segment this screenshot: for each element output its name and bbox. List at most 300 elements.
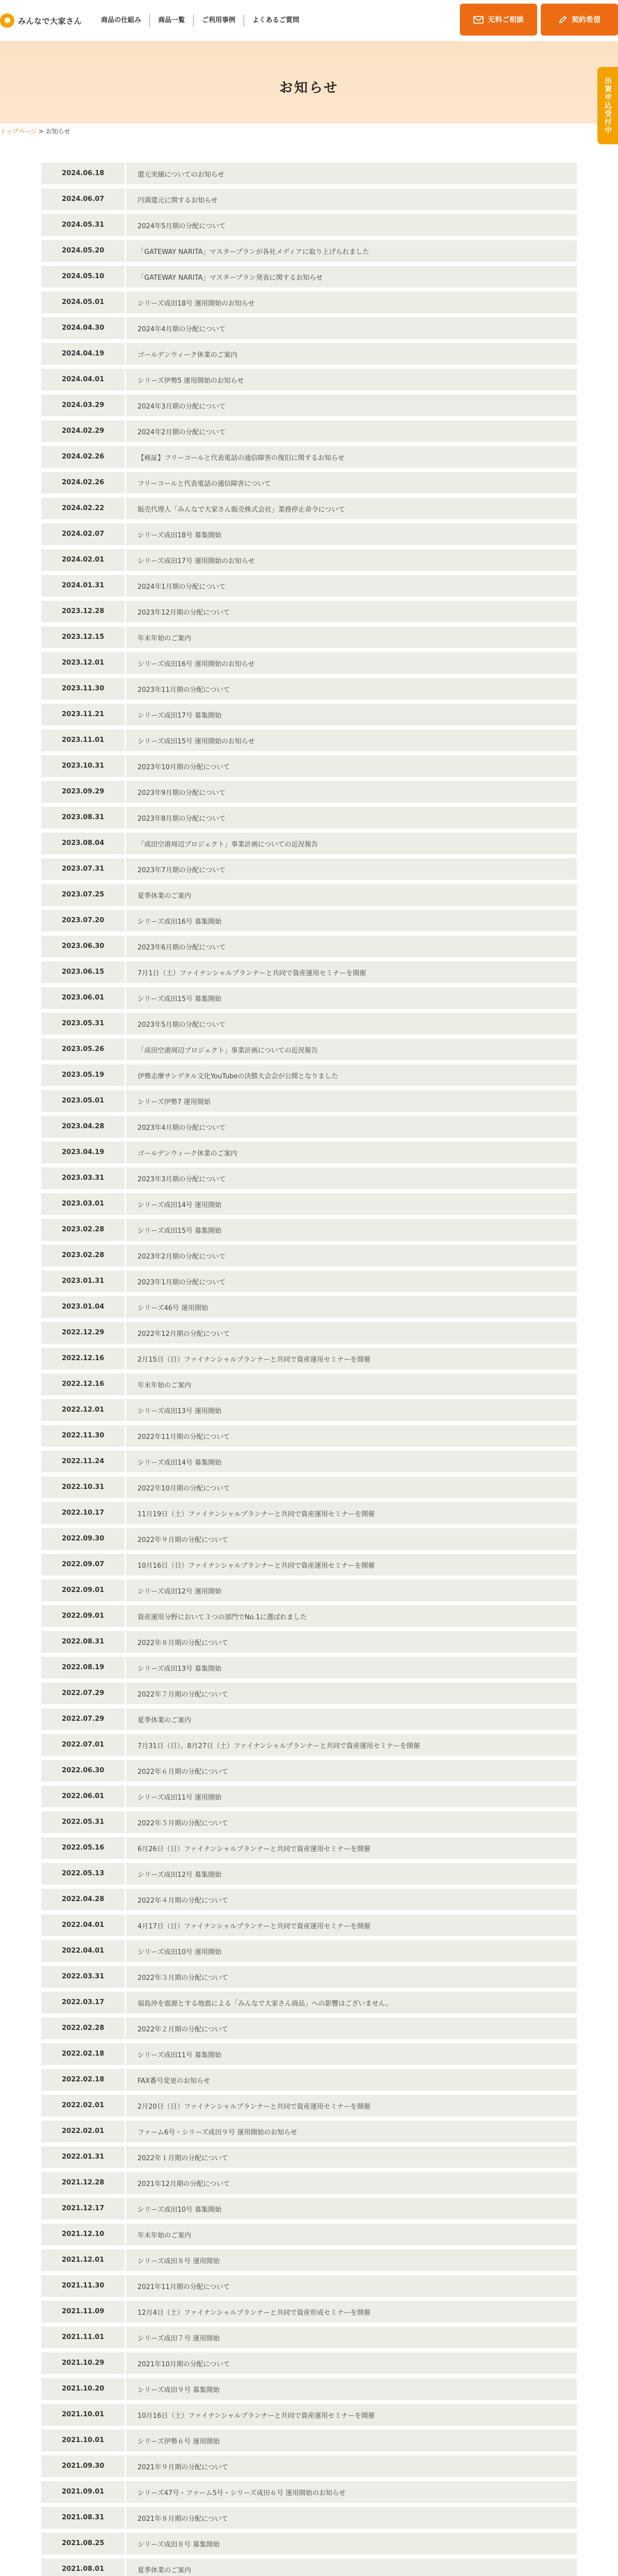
news-title-link[interactable]: シリーズ伊勢7 運用開始 xyxy=(138,1098,211,1106)
news-date: 2021.11.30 xyxy=(41,2275,126,2297)
news-title-link[interactable]: 2021年12月期の分配について xyxy=(138,2180,230,2188)
news-row[interactable] xyxy=(41,1580,577,1601)
news-date: 2021.09.01 xyxy=(41,2481,126,2503)
news-row[interactable] xyxy=(41,652,577,674)
news-title-link[interactable]: FAX番号変更のお知らせ xyxy=(138,2077,210,2085)
news-row[interactable] xyxy=(41,549,577,571)
news-date: 2023.11.01 xyxy=(41,730,126,751)
news-row[interactable] xyxy=(41,601,577,622)
global-nav xyxy=(93,14,307,27)
news-title-link[interactable]: 2024年2月期の分配について xyxy=(138,428,226,436)
news-title-link[interactable]: 「GATEWAY NARITA」マスタープラン発表に関するお知らせ xyxy=(138,274,323,282)
news-row[interactable] xyxy=(41,1425,577,1447)
page-hero xyxy=(0,41,618,124)
news-row[interactable] xyxy=(41,987,577,1009)
news-title-link[interactable]: シリーズ成田17号 募集開始 xyxy=(138,711,222,720)
news-title-link[interactable]: 伊勢志摩サンデタル文化YouTubeの決勝大会会が公開となりました xyxy=(138,1072,338,1080)
news-title-link[interactable]: 2023年1月期の分配について xyxy=(138,1278,226,1286)
news-title-link[interactable]: 夏季休業のご案内 xyxy=(138,892,192,900)
news-title-link[interactable]: シリーズ成田18号 募集開始 xyxy=(138,531,222,539)
news-row[interactable] xyxy=(41,2533,577,2554)
news-row[interactable] xyxy=(41,1502,577,1524)
news-row[interactable] xyxy=(41,1296,577,1318)
news-row[interactable] xyxy=(41,2095,577,2116)
reserve-button-label: 契約希望 xyxy=(572,16,600,24)
news-title-link[interactable]: 販売代理人「みんなで大家さん販売株式会社」業務停止命令について xyxy=(138,505,345,514)
news-row[interactable] xyxy=(41,1657,577,1679)
news-date: 2021.10.20 xyxy=(41,2378,126,2400)
news-row[interactable] xyxy=(41,1708,577,1730)
news-title-link[interactable]: 2022年７月期の分配について xyxy=(138,1690,228,1699)
news-title-link[interactable]: 「成田空港周辺プロジェクト」事業計画についての近況報告 xyxy=(138,1046,318,1055)
news-row[interactable] xyxy=(41,961,577,983)
news-title-link[interactable]: 12月4日（土）ファイナンシャルプランナーと共同で資産形成セミナーを開催 xyxy=(138,2309,371,2317)
news-row[interactable] xyxy=(41,2146,577,2168)
news-row[interactable] xyxy=(41,2018,577,2039)
news-date: 2023.03.01 xyxy=(41,1193,126,1215)
news-title-link[interactable]: シリーズ成田17号 運用開始のお知らせ xyxy=(138,557,255,565)
news-title-link[interactable]: 夏季休業のご案内 xyxy=(138,1716,192,1724)
news-date: 2022.02.01 xyxy=(41,2121,126,2142)
news-title-link[interactable]: 2022年11月期の分配について xyxy=(138,1433,230,1441)
news-date: 2024.03.29 xyxy=(41,395,126,416)
news-date: 2022.09.07 xyxy=(41,1554,126,1575)
news-row[interactable] xyxy=(41,446,577,468)
news-date: 2022.07.01 xyxy=(41,1734,126,1756)
news-date: 2022.10.31 xyxy=(41,1477,126,1498)
news-title-link[interactable]: 6月26日（日）ファイナンシャルプランナーと共同で資産運用セミナーを開催 xyxy=(138,1845,371,1853)
news-title-link[interactable]: ゴールデンウィーク休業のご案内 xyxy=(138,351,237,359)
news-title-link[interactable]: シリーズ47号・ファーム5号・シリーズ成田６号 運用開始のお知らせ xyxy=(138,2489,346,2497)
news-date: 2024.04.30 xyxy=(41,317,126,339)
news-title-link[interactable]: 夏季休業のご案内 xyxy=(138,2566,192,2574)
news-date: 2023.02.28 xyxy=(41,1245,126,1266)
news-row[interactable] xyxy=(41,1863,577,1885)
news-row[interactable] xyxy=(41,523,577,545)
news-title-link[interactable]: 2024年1月期の分配について xyxy=(138,583,226,591)
news-row[interactable] xyxy=(41,678,577,700)
news-row[interactable] xyxy=(41,1374,577,1395)
news-row[interactable] xyxy=(41,189,577,210)
news-row[interactable] xyxy=(41,1811,577,1833)
news-date: 2021.11.09 xyxy=(41,2301,126,2323)
news-date: 2022.05.13 xyxy=(41,1863,126,1885)
news-date: 2022.12.29 xyxy=(41,1322,126,1344)
news-title-link[interactable]: 資産運用分野において３つの部門でNo.1に選ばれました xyxy=(138,1613,307,1621)
news-row[interactable] xyxy=(41,163,577,184)
news-date: 2023.06.30 xyxy=(41,936,126,957)
news-title-link[interactable]: 10月16日（日）ファイナンシャルプランナーと共同で資産運用セミナーを開催 xyxy=(138,1562,375,1570)
news-row[interactable] xyxy=(41,1786,577,1807)
news-date: 2022.12.16 xyxy=(41,1348,126,1369)
logo-text: みんなで大家さん xyxy=(18,16,82,26)
news-row[interactable] xyxy=(41,1142,577,1163)
news-row[interactable] xyxy=(41,1554,577,1575)
news-row[interactable] xyxy=(41,781,577,803)
news-title-link[interactable]: 2024年5月期の分配について xyxy=(138,222,226,230)
news-row[interactable] xyxy=(41,833,577,854)
news-title-link[interactable]: シリーズ伊勢６号 運用開始 xyxy=(138,2437,220,2446)
news-date: 2021.12.28 xyxy=(41,2172,126,2194)
news-row[interactable] xyxy=(41,1322,577,1344)
news-row[interactable] xyxy=(41,1966,577,1988)
news-title-link[interactable]: 2022年２月期の分配について xyxy=(138,2025,228,2033)
news-title-link[interactable]: シリーズ成田13号 運用開始 xyxy=(138,1407,222,1415)
news-date: 2024.02.01 xyxy=(41,549,126,571)
news-row[interactable] xyxy=(41,1064,577,1086)
news-row[interactable] xyxy=(41,1605,577,1627)
news-row[interactable] xyxy=(41,1013,577,1035)
news-row[interactable] xyxy=(41,1167,577,1189)
mail-icon xyxy=(473,16,484,24)
news-date: 2024.02.29 xyxy=(41,420,126,442)
news-row[interactable] xyxy=(41,730,577,751)
news-title-link[interactable]: 「GATEWAY NARITA」マスタープランが各社メディアに取り上げられました xyxy=(138,248,369,256)
news-date: 2021.12.10 xyxy=(41,2224,126,2245)
news-date: 2023.07.20 xyxy=(41,910,126,931)
news-row[interactable] xyxy=(41,343,577,365)
news-date: 2022.11.30 xyxy=(41,1425,126,1447)
news-title-link[interactable]: 7月31日（日）、8月27日（土）ファイナンシャルプランナーと共同で資産運用セミナーを開催 xyxy=(138,1742,420,1750)
news-title-link[interactable]: 2023年4月期の分配について xyxy=(138,1124,226,1132)
news-title-link[interactable]: 11月19日（土）ファイナンシャルプランナーと共同で資産運用セミナーを開催 xyxy=(138,1510,375,1518)
news-date: 2023.01.04 xyxy=(41,1296,126,1318)
nav-item-cases[interactable]: ご利用事例 xyxy=(194,14,244,27)
news-title-link[interactable]: 2023年2月期の分配について xyxy=(138,1252,226,1261)
news-title-link[interactable]: 2021年11月期の分配について xyxy=(138,2283,230,2291)
news-title-link[interactable]: 2023年12月期の分配について xyxy=(138,608,230,617)
news-date: 2023.08.31 xyxy=(41,807,126,828)
news-title-link[interactable]: 2022年９月期の分配について xyxy=(138,1536,228,1544)
news-row[interactable] xyxy=(41,2378,577,2400)
news-row[interactable] xyxy=(41,1451,577,1472)
news-date: 2022.12.01 xyxy=(41,1399,126,1421)
news-title-link[interactable]: ゴールデンウィーク休業のご案内 xyxy=(138,1149,237,1158)
news-date: 2024.06.07 xyxy=(41,189,126,210)
news-date: 2023.07.31 xyxy=(41,858,126,880)
news-date: 2022.04.01 xyxy=(41,1940,126,1962)
page-title: お知らせ xyxy=(279,80,339,96)
site-header xyxy=(0,0,618,41)
news-date: 2021.08.31 xyxy=(41,2507,126,2529)
news-date: 2022.07.29 xyxy=(41,1708,126,1730)
news-title-link[interactable]: 2024年3月期の分配について xyxy=(138,402,226,411)
news-title-link[interactable]: シリーズ成田12号 募集開始 xyxy=(138,1871,222,1879)
news-date: 2024.05.31 xyxy=(41,214,126,236)
news-date: 2021.10.01 xyxy=(41,2430,126,2451)
news-title-link[interactable]: 2022年１月期の分配について xyxy=(138,2154,228,2162)
news-title-link[interactable]: シリーズ成田16号 運用開始のお知らせ xyxy=(138,660,255,668)
news-date: 2023.06.15 xyxy=(41,961,126,983)
news-row[interactable] xyxy=(41,1477,577,1498)
news-row[interactable] xyxy=(41,1889,577,1910)
news-title-link[interactable]: シリーズ成田７号 運用開始 xyxy=(138,2334,220,2343)
news-row[interactable] xyxy=(41,2198,577,2219)
news-row[interactable] xyxy=(41,420,577,442)
news-date: 2023.05.01 xyxy=(41,1090,126,1112)
news-title-link[interactable]: シリーズ成田９号 募集開始 xyxy=(138,2386,220,2394)
news-title-link[interactable]: 2023年5月期の分配について xyxy=(138,1021,226,1029)
news-row[interactable] xyxy=(41,1914,577,1936)
news-date: 2024.04.01 xyxy=(41,369,126,391)
side-application-tab[interactable]: 出資申込受付中 xyxy=(597,67,618,144)
news-row[interactable] xyxy=(41,2249,577,2271)
news-title-link[interactable]: 2月15日（日）ファイナンシャルプランナーと共同で資産運用セミナーを開催 xyxy=(138,1355,371,1364)
news-title-link[interactable]: 還元実績についてのお知らせ xyxy=(138,171,225,179)
news-title-link[interactable]: 年末年始のご案内 xyxy=(138,1381,192,1389)
news-title-link[interactable]: 2023年11月期の分配について xyxy=(138,686,230,694)
news-date: 2023.12.15 xyxy=(41,626,126,648)
news-date: 2022.02.28 xyxy=(41,2018,126,2039)
news-title-link[interactable]: 年末年始のご案内 xyxy=(138,634,192,642)
news-title-link[interactable]: 2023年6月期の分配について xyxy=(138,943,226,952)
news-date: 2023.04.19 xyxy=(41,1142,126,1163)
news-date: 2022.12.16 xyxy=(41,1374,126,1395)
news-row[interactable] xyxy=(41,1193,577,1215)
news-title-link[interactable]: 2月20日（日）ファイナンシャルプランナーと共同で資産運用セミナーを開催 xyxy=(138,2103,371,2111)
news-date: 2021.10.01 xyxy=(41,2404,126,2426)
news-row[interactable] xyxy=(41,2404,577,2426)
news-date: 2022.09.30 xyxy=(41,1528,126,1550)
news-title-link[interactable]: シリーズ成田11号 運用開始 xyxy=(138,1793,222,1802)
news-row[interactable] xyxy=(41,1399,577,1421)
news-date: 2022.01.31 xyxy=(41,2146,126,2168)
news-row[interactable] xyxy=(41,1528,577,1550)
news-date: 2023.09.29 xyxy=(41,781,126,803)
news-date: 2022.09.01 xyxy=(41,1605,126,1627)
news-row[interactable] xyxy=(41,292,577,313)
news-date: 2022.06.30 xyxy=(41,1760,126,1782)
breadcrumb-home-link[interactable]: トップページ xyxy=(0,128,37,135)
news-date: 2021.08.01 xyxy=(41,2558,126,2576)
news-title-link[interactable]: 2021年９月期の分配について xyxy=(138,2463,228,2471)
news-row[interactable] xyxy=(41,2275,577,2297)
news-date: 2022.03.31 xyxy=(41,1966,126,1988)
news-row[interactable] xyxy=(41,1992,577,2013)
news-date: 2023.07.25 xyxy=(41,884,126,906)
news-row[interactable] xyxy=(41,2121,577,2142)
news-row[interactable] xyxy=(41,2507,577,2529)
news-date: 2024.02.26 xyxy=(41,472,126,494)
news-row[interactable] xyxy=(41,1940,577,1962)
news-row[interactable] xyxy=(41,2224,577,2245)
news-date: 2022.03.17 xyxy=(41,1992,126,2013)
news-title-link[interactable]: シリーズ成田15号 募集開始 xyxy=(138,995,222,1003)
news-date: 2024.05.20 xyxy=(41,240,126,262)
site-logo[interactable] xyxy=(0,13,82,28)
news-row[interactable] xyxy=(41,1683,577,1704)
news-row[interactable] xyxy=(41,498,577,519)
news-row[interactable] xyxy=(41,395,577,416)
news-title-link[interactable]: シリーズ成田13号 募集開始 xyxy=(138,1665,222,1673)
news-row[interactable] xyxy=(41,755,577,777)
news-date: 2021.12.01 xyxy=(41,2249,126,2271)
news-title-link[interactable]: 【検証】フリーコールと代表電話の通信障害の復旧に関するお知らせ xyxy=(138,454,345,462)
news-date: 2022.06.01 xyxy=(41,1786,126,1807)
news-row[interactable] xyxy=(41,1245,577,1266)
breadcrumb xyxy=(0,127,70,135)
news-row[interactable] xyxy=(41,2481,577,2503)
news-row[interactable] xyxy=(41,317,577,339)
pencil-icon xyxy=(558,15,568,24)
logo-mark-icon xyxy=(0,13,14,28)
news-row[interactable] xyxy=(41,2043,577,2065)
news-list xyxy=(41,163,577,2576)
news-row[interactable] xyxy=(41,2301,577,2323)
news-title-link[interactable]: 10月16日（土）ファイナンシャルプランナーと共同で資産運用セミナーを開催 xyxy=(138,2412,375,2420)
news-date: 2022.02.01 xyxy=(41,2095,126,2116)
news-title-link[interactable]: シリーズ成田10号 募集開始 xyxy=(138,2206,222,2214)
news-date: 2024.05.10 xyxy=(41,266,126,287)
news-row[interactable] xyxy=(41,2430,577,2451)
news-title-link[interactable]: 「成田空港周辺プロジェクト」事業計画についての近況報告 xyxy=(138,840,318,849)
news-title-link[interactable]: 2022年５月期の分配について xyxy=(138,1819,228,1827)
news-row[interactable] xyxy=(41,369,577,391)
news-row[interactable] xyxy=(41,2069,577,2091)
news-row[interactable] xyxy=(41,2352,577,2374)
news-row[interactable] xyxy=(41,240,577,262)
news-date: 2023.02.28 xyxy=(41,1219,126,1241)
news-title-link[interactable]: シリーズ伊勢5 運用開始のお知らせ xyxy=(138,377,244,385)
news-row[interactable] xyxy=(41,1760,577,1782)
consult-button[interactable] xyxy=(460,4,537,36)
news-date: 2022.08.31 xyxy=(41,1631,126,1653)
news-row[interactable] xyxy=(41,1039,577,1060)
news-row[interactable] xyxy=(41,704,577,725)
news-row[interactable] xyxy=(41,1348,577,1369)
news-row[interactable] xyxy=(41,936,577,957)
news-title-link[interactable]: シリーズ成田15号 募集開始 xyxy=(138,1227,222,1235)
news-date: 2022.08.19 xyxy=(41,1657,126,1679)
news-date: 2024.02.26 xyxy=(41,446,126,468)
news-date: 2023.11.30 xyxy=(41,678,126,700)
news-title-link[interactable]: シリーズ成田16号 募集開始 xyxy=(138,918,222,926)
news-title-link[interactable]: 2023年10月期の分配について xyxy=(138,763,230,771)
breadcrumb-separator: > xyxy=(36,128,46,135)
news-date: 2022.04.28 xyxy=(41,1889,126,1910)
news-date: 2021.10.29 xyxy=(41,2352,126,2374)
news-title-link[interactable]: 2022年４月期の分配について xyxy=(138,1896,228,1905)
news-row[interactable] xyxy=(41,2172,577,2194)
news-title-link[interactable]: 2022年10月期の分配について xyxy=(138,1484,230,1493)
news-title-link[interactable]: 2021年10月期の分配について xyxy=(138,2360,230,2368)
news-date: 2021.11.01 xyxy=(41,2327,126,2348)
news-date: 2022.10.17 xyxy=(41,1502,126,1524)
news-row[interactable] xyxy=(41,214,577,236)
news-date: 2021.09.30 xyxy=(41,2455,126,2477)
reserve-button[interactable] xyxy=(541,4,618,36)
news-row[interactable] xyxy=(41,1116,577,1138)
news-date: 2022.05.16 xyxy=(41,1837,126,1859)
news-title-link[interactable]: 2022年８月期の分配について xyxy=(138,1639,228,1647)
news-date: 2022.07.29 xyxy=(41,1683,126,1704)
news-date: 2023.05.19 xyxy=(41,1064,126,1086)
news-date: 2023.04.28 xyxy=(41,1116,126,1138)
news-row[interactable] xyxy=(41,1734,577,1756)
news-title-link[interactable]: 2023年3月期の分配について xyxy=(138,1175,226,1183)
news-title-link[interactable]: ファーム6号・シリーズ成田９号 運用開始のお知らせ xyxy=(138,2128,298,2137)
news-title-link[interactable]: シリーズ成田14号 運用開始 xyxy=(138,1201,222,1209)
news-date: 2021.08.25 xyxy=(41,2533,126,2554)
news-date: 2023.11.21 xyxy=(41,704,126,725)
news-date: 2023.12.01 xyxy=(41,652,126,674)
news-date: 2022.11.24 xyxy=(41,1451,126,1472)
news-date: 2024.02.07 xyxy=(41,523,126,545)
news-title-link[interactable]: シリーズ成田11号 募集開始 xyxy=(138,2051,222,2059)
news-row[interactable] xyxy=(41,807,577,828)
news-title-link[interactable]: 2023年9月期の分配について xyxy=(138,789,226,797)
news-row[interactable] xyxy=(41,2558,577,2576)
breadcrumb-current: お知らせ xyxy=(45,128,71,135)
news-date: 2023.03.31 xyxy=(41,1167,126,1189)
news-row[interactable] xyxy=(41,2327,577,2348)
news-date: 2023.06.01 xyxy=(41,987,126,1009)
news-row[interactable] xyxy=(41,575,577,597)
news-date: 2023.01.31 xyxy=(41,1270,126,1292)
news-title-link[interactable]: シリーズ成田18号 運用開始のお知らせ xyxy=(138,299,255,308)
news-date: 2022.02.18 xyxy=(41,2043,126,2065)
news-title-link[interactable]: シリーズ成田14号 募集開始 xyxy=(138,1459,222,1467)
news-title-link[interactable]: シリーズ成田８号 募集開始 xyxy=(138,2540,220,2549)
news-date: 2024.06.18 xyxy=(41,163,126,184)
news-row[interactable] xyxy=(41,266,577,287)
news-row[interactable] xyxy=(41,472,577,494)
news-date: 2022.09.01 xyxy=(41,1580,126,1601)
news-row[interactable] xyxy=(41,858,577,880)
news-title-link[interactable]: 年末年始のご案内 xyxy=(138,2231,192,2240)
news-row[interactable] xyxy=(41,626,577,648)
news-row[interactable] xyxy=(41,1090,577,1112)
news-title-link[interactable]: 7月1日（土）ファイナンシャルプランナーと共同で資産運用セミナーを開催 xyxy=(138,969,367,977)
news-date: 2023.05.26 xyxy=(41,1039,126,1060)
news-row[interactable] xyxy=(41,1270,577,1292)
news-title-link[interactable]: 2022年３月期の分配について xyxy=(138,1974,228,1982)
news-row[interactable] xyxy=(41,1219,577,1241)
news-date: 2023.05.31 xyxy=(41,1013,126,1035)
news-date: 2022.04.01 xyxy=(41,1914,126,1936)
news-title-link[interactable]: シリーズ46号 運用開始 xyxy=(138,1304,209,1312)
nav-item-faq[interactable]: よくあるご質問 xyxy=(252,16,300,24)
news-row[interactable] xyxy=(41,910,577,931)
news-title-link[interactable]: 2022年12月期の分配について xyxy=(138,1330,230,1338)
news-date: 2023.08.04 xyxy=(41,833,126,854)
news-title-link[interactable]: シリーズ成田８号 運用開始 xyxy=(138,2257,220,2265)
news-title-link[interactable]: シリーズ成田15号 運用開始のお知らせ xyxy=(138,737,255,745)
news-title-link[interactable]: 円満還元に関するお知らせ xyxy=(138,196,218,205)
news-title-link[interactable]: 2021年８月期の分配について xyxy=(138,2515,228,2523)
news-title-link[interactable]: 福島沖を震源とする地震による「みんなで大家さん商品」への影響はございません。 xyxy=(138,1999,392,2008)
news-date: 2024.05.01 xyxy=(41,292,126,313)
nav-item-products[interactable]: 商品一覧 xyxy=(150,14,194,27)
news-row[interactable] xyxy=(41,1837,577,1859)
news-title-link[interactable]: フリーコールと代表電話の通信障害について xyxy=(138,480,271,488)
news-title-link[interactable]: 2022年６月期の分配について xyxy=(138,1768,228,1776)
nav-item-mechanism[interactable]: 商品の仕組み xyxy=(93,14,150,27)
news-title-link[interactable]: 2024年4月期の分配について xyxy=(138,325,226,333)
news-date: 2021.12.17 xyxy=(41,2198,126,2219)
news-title-link[interactable]: シリーズ成田10号 運用開始 xyxy=(138,1948,222,1956)
news-title-link[interactable]: 2023年8月期の分配について xyxy=(138,815,226,823)
news-title-link[interactable]: 2023年7月期の分配について xyxy=(138,866,226,874)
news-date: 2024.02.22 xyxy=(41,498,126,519)
news-date: 2022.05.31 xyxy=(41,1811,126,1833)
news-title-link[interactable]: 4月17日（日）ファイナンシャルプランナーと共同で資産運用セミナーを開催 xyxy=(138,1922,371,1930)
news-row[interactable] xyxy=(41,1631,577,1653)
news-title-link[interactable]: シリーズ成田12号 運用開始 xyxy=(138,1587,222,1596)
news-date: 2023.12.28 xyxy=(41,601,126,622)
news-row[interactable] xyxy=(41,884,577,906)
news-row[interactable] xyxy=(41,2455,577,2477)
